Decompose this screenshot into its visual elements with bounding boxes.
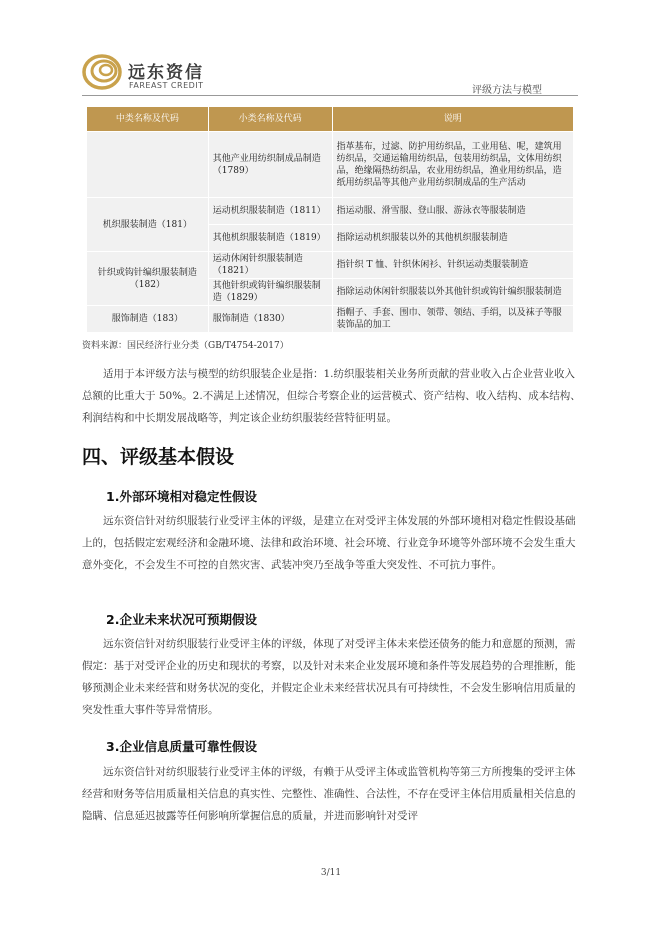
column-header-middle-category: 中类名称及代码 [87, 107, 209, 132]
table-row [87, 306, 574, 333]
table-cell-middle-empty [87, 132, 209, 198]
subsection-body-1: 远东资信针对纺织服装行业受评主体的评级，是建立在对受评主体发展的外部环境相对稳定性假设基础上的，包括假定宏观经济和金融环境、法律和政治环境、社会环境、行业竞争环境等外部环境不会发生重大意外变化，不会发生不可控的自然灾害、武装冲突乃至战争等重大突发性、不可抗力事件。 [82, 515, 576, 571]
table-cell-desc: 指革基布，过滤、防护用纺织品，工业用毡、呢，建筑用纺织品，交通运输用纺织品，包装用纺织品，文体用纺织品，绝缘隔热纺织品，农业用纺织品，渔业用纺织品，造纸用纺织品等其他产业用纺织制成品的生产活动 [332, 132, 573, 198]
header-document-title: 评级方法与模型 [472, 85, 542, 96]
column-header-description: 说明 [332, 107, 573, 132]
column-header-sub-category: 小类名称及代码 [208, 107, 332, 132]
intro-paragraph: 适用于本评级方法与模型的纺织服装企业是指：1.纺织服装相关业务所贡献的营业收入占企业营业收入总额的比重大于 50%。2.不满足上述情况，但综合考察企业的运营模式、资产结构、收入结构、成本结构、利润结构和中长期发展战略等，判定该企业纺织服装经营特征明显。 [82, 368, 581, 424]
table-row [87, 132, 574, 198]
fareast-credit-logo [82, 52, 232, 96]
table-cell-sub: 其他产业用纺织制成品制造（1789） [208, 132, 332, 198]
table-cell-desc: 指除运动休闲针织服装以外其他针织或钩针编织服装制造 [332, 279, 573, 306]
table-header-row [87, 107, 574, 132]
table-cell-sub: 其他机织服装制造（1819） [208, 225, 332, 252]
subsection-title-1: 1.外部环境相对稳定性假设 [106, 489, 257, 504]
table-cell-desc: 指针织 T 恤、针织休闲衫、针织运动类服装制造 [332, 252, 573, 279]
table-cell-desc: 指运动服、滑雪服、登山服、游泳衣等服装制造 [332, 198, 573, 225]
table-cell-sub: 其他针织或钩针编织服装制造（1829） [208, 279, 332, 306]
section-title: 四、评级基本假设 [82, 446, 235, 468]
logo-emblem-icon [82, 52, 126, 92]
header-divider [82, 95, 578, 96]
table-cell-sub: 运动机织服装制造（1811） [208, 198, 332, 225]
logo-english-name: FAREAST CREDIT [129, 81, 204, 90]
table-cell-desc: 指除运动机织服装以外的其他机织服装制造 [332, 225, 573, 252]
subsection-body-3: 远东资信针对纺织服装行业受评主体的评级，有赖于从受评主体或监管机构等第三方所搜集的受评主体经营和财务等信用质量相关信息的真实性、完整性、准确性、合法性，不存在受评主体信用质量相关信息的隐瞒、信息延迟披露等任何影响所掌握信息的质量，并进而影响针对受评 [82, 766, 576, 822]
subsection-body-2: 远东资信针对纺织服装行业受评主体的评级，体现了对受评主体未来偿还债务的能力和意愿的预测，需假定：基于对受评企业的历史和现状的考察，以及针对未来企业发展环境和条件等发展趋势的合理推断，能够预测企业未来经营和财务状况的变化，并假定企业未来经营状况具有可持续性，不会发生影响信用质量的突发性重大事件等异常情形。 [82, 638, 576, 716]
table-source-note: 资料来源：国民经济行业分类（GB/T4754-2017） [82, 341, 289, 351]
page-number: 3/11 [320, 868, 342, 878]
table-cell-sub: 运动休闲针织服装制造（1821） [208, 252, 332, 279]
industry-classification-table [86, 106, 574, 333]
subsection-title-3: 3.企业信息质量可靠性假设 [106, 739, 257, 754]
table-cell-middle: 机织服装制造（181） [87, 198, 209, 252]
table-cell-middle: 针织或钩针编织服装制造（182） [87, 252, 209, 306]
subsection-title-2: 2.企业未来状况可预期假设 [106, 612, 257, 627]
table-row [87, 252, 574, 279]
table-row [87, 198, 574, 225]
table-cell-sub: 服饰制造（1830） [208, 306, 332, 333]
table-cell-middle: 服饰制造（183） [87, 306, 209, 333]
logo-chinese-name: 远东资信 [128, 63, 204, 83]
table-cell-desc: 指帽子、手套、围巾、领带、领结、手绢，以及袜子等服装饰品的加工 [332, 306, 573, 333]
